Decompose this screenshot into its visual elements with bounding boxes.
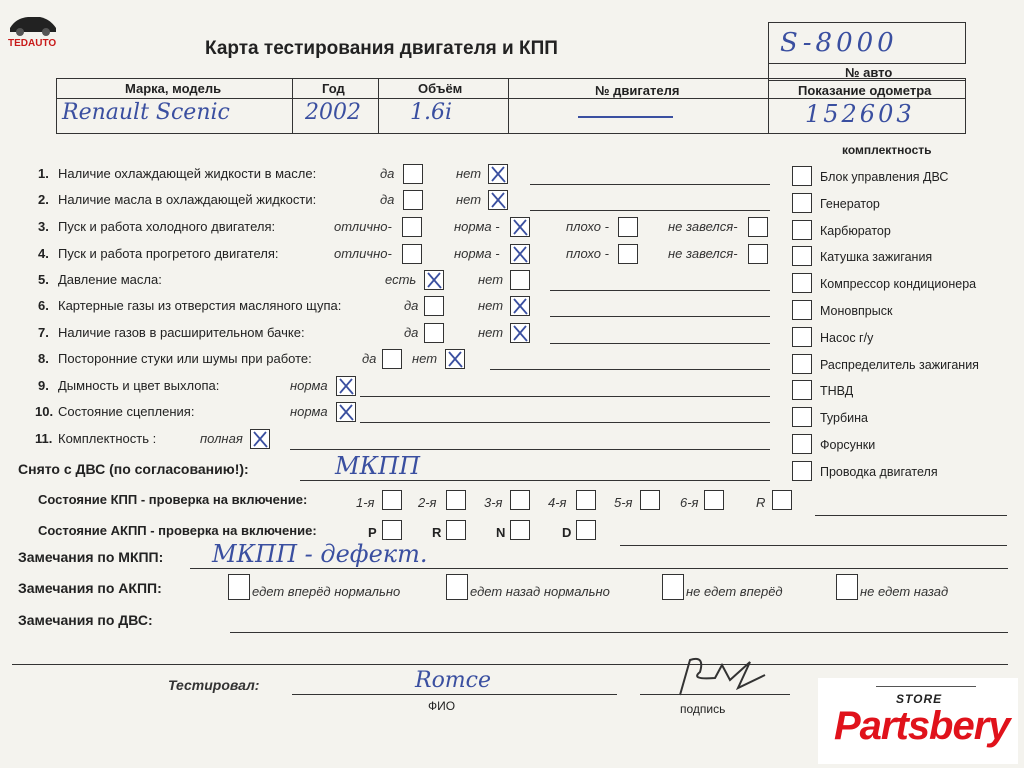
- check-line: [550, 343, 770, 344]
- header-make-model: Марка, модель: [125, 81, 222, 96]
- akpp-label: Состояние АКПП - проверка на включение:: [38, 523, 317, 538]
- check-label: Давление масла:: [58, 272, 162, 287]
- check-line: [360, 396, 770, 397]
- check-mark-icon: [250, 429, 270, 449]
- kpp-gear-box[interactable]: [704, 490, 724, 510]
- check-mark-icon: [510, 244, 530, 264]
- check-option-box[interactable]: [618, 244, 638, 264]
- check-number: 10.: [35, 404, 54, 419]
- kpp-gear-box[interactable]: [640, 490, 660, 510]
- check-option-box[interactable]: [424, 296, 444, 316]
- kit-item-box[interactable]: [792, 327, 812, 347]
- kit-item-box[interactable]: [792, 246, 812, 266]
- kit-item-box[interactable]: [792, 220, 812, 240]
- akpp-gear-label: N: [496, 525, 506, 540]
- odometer-value: 152603: [805, 100, 915, 128]
- check-option-box[interactable]: [382, 349, 402, 369]
- kit-item-label: Проводка двигателя: [820, 464, 938, 479]
- akpp-gear-label: D: [562, 525, 572, 540]
- tedauto-logo: [6, 8, 60, 58]
- removed-label: Снято с ДВС (по согласованию!):: [18, 461, 249, 477]
- header-odometer: Показание одометра: [798, 83, 932, 98]
- mkpp-remarks-value: МКПП - дефект.: [212, 540, 428, 568]
- akpp-remark-box[interactable]: [836, 574, 858, 600]
- check-label: Посторонние стуки или шумы при работе:: [58, 351, 312, 366]
- check-line: [290, 449, 770, 450]
- akpp-remark-label: едет назад нормально: [470, 584, 610, 599]
- tested-label: Тестировал:: [168, 677, 260, 693]
- kit-item-box[interactable]: [792, 354, 812, 374]
- akpp-remark-label: не едет вперёд: [686, 584, 783, 599]
- check-option-label: да: [380, 166, 395, 181]
- check-option-box[interactable]: [403, 190, 423, 210]
- akpp-remark-label: не едет назад: [860, 584, 949, 599]
- mkpp-remarks-label: Замечания по МКПП:: [18, 549, 164, 565]
- check-option-box[interactable]: [618, 217, 638, 237]
- kit-item-label: Катушка зажигания: [820, 250, 933, 265]
- volume-value: 1.6i: [410, 100, 453, 125]
- check-option-label: отлично-: [334, 246, 392, 261]
- kpp-gear-box[interactable]: [446, 490, 466, 510]
- check-mark-icon: [424, 270, 444, 290]
- tedauto-text: TEDAUTO: [8, 38, 57, 49]
- kpp-gear-box[interactable]: [510, 490, 530, 510]
- kit-item-label: Насос г/у: [820, 330, 874, 345]
- check-number: 7.: [38, 325, 49, 340]
- signature-icon: [660, 650, 780, 705]
- check-line: [490, 369, 770, 370]
- kpp-gear-box[interactable]: [772, 490, 792, 510]
- akpp-gear-box[interactable]: [446, 520, 466, 540]
- kpp-gear-box[interactable]: [576, 490, 596, 510]
- check-mark-icon: [510, 296, 530, 316]
- akpp-gear-label: P: [368, 525, 377, 540]
- check-option-label: полная: [200, 431, 243, 446]
- fio-label: ФИО: [428, 699, 456, 713]
- check-option-label: есть: [385, 272, 417, 287]
- header-year: Год: [322, 81, 345, 96]
- kit-item-box[interactable]: [792, 273, 812, 293]
- header-engine-no: № двигателя: [595, 83, 680, 98]
- kit-item-label: Форсунки: [820, 438, 876, 452]
- make-model-value: Renault Scenic: [62, 100, 230, 125]
- check-number: 3.: [38, 219, 49, 234]
- removed-value: МКПП: [335, 452, 421, 480]
- check-label: Комплектность :: [58, 431, 157, 446]
- check-label: Пуск и работа холодного двигателя:: [58, 219, 276, 234]
- check-option-box[interactable]: [748, 217, 768, 237]
- check-number: 4.: [38, 246, 49, 261]
- akpp-remark-box[interactable]: [662, 574, 684, 600]
- page-title: Карта тестирования двигателя и КПП: [205, 38, 558, 59]
- signature-label: подпись: [680, 702, 726, 716]
- check-option-label: норма: [290, 404, 328, 419]
- kpp-gear-label: 3-я: [484, 495, 503, 510]
- tester-name: Romce: [415, 668, 492, 693]
- check-label: Наличие газов в расширительном бачке:: [58, 325, 305, 340]
- year-value: 2002: [305, 100, 361, 125]
- check-option-label: нет: [478, 325, 504, 340]
- check-line: [360, 422, 770, 423]
- check-option-box[interactable]: [510, 270, 530, 290]
- check-number: 9.: [38, 378, 49, 393]
- kit-item-label: Распределитель зажигания: [820, 357, 979, 372]
- header-volume: Объём: [418, 81, 463, 96]
- check-line: [530, 210, 770, 211]
- kit-item-label: Турбина: [820, 411, 868, 426]
- check-option-label: отлично-: [334, 219, 392, 234]
- check-option-label: не завелся-: [668, 246, 738, 261]
- check-option-label: нет: [412, 351, 438, 366]
- partsbery-logo: [818, 678, 1018, 764]
- kpp-gear-box[interactable]: [382, 490, 402, 510]
- kpp-gear-label: 4-я: [548, 495, 567, 510]
- check-mark-icon: [445, 349, 465, 369]
- akpp-remarks-label: Замечания по АКПП:: [18, 580, 162, 596]
- check-option-label: норма: [290, 378, 328, 393]
- kit-item-label: Моновпрыск: [820, 304, 893, 318]
- check-label: Наличие масла в охлаждающей жидкости:: [58, 192, 317, 207]
- check-number: 11.: [35, 431, 53, 446]
- car-logo-icon: [6, 8, 60, 38]
- check-label: Пуск и работа прогретого двигателя:: [58, 246, 279, 261]
- check-option-box[interactable]: [403, 164, 423, 184]
- kit-item-box[interactable]: [792, 166, 812, 186]
- check-option-label: да: [404, 298, 419, 313]
- check-option-label: да: [404, 325, 419, 340]
- akpp-remark-label: едет вперёд нормально: [252, 584, 401, 599]
- kit-item-box[interactable]: [792, 193, 812, 213]
- check-option-label: нет: [478, 298, 504, 313]
- check-mark-icon: [488, 164, 508, 184]
- kpp-gear-label: R: [756, 495, 766, 510]
- engine-no-dash: [578, 116, 673, 118]
- check-option-box[interactable]: [402, 244, 422, 264]
- akpp-gear-box[interactable]: [510, 520, 530, 540]
- check-option-label: да: [362, 351, 377, 366]
- check-line: [550, 316, 770, 317]
- kit-item-label: Карбюратор: [820, 223, 891, 238]
- kpp-gear-label: 5-я: [614, 495, 633, 510]
- check-option-label: плохо -: [566, 246, 609, 261]
- check-number: 6.: [38, 298, 49, 313]
- check-mark-icon: [336, 402, 356, 422]
- kpp-gear-label: 1-я: [356, 495, 375, 510]
- check-label: Картерные газы из отверстия масляного щупа:: [58, 298, 342, 313]
- akpp-gear-label: R: [432, 525, 442, 540]
- check-line: [530, 184, 770, 185]
- kit-title: комплектность: [842, 143, 932, 157]
- check-option-label: норма -: [454, 246, 500, 261]
- kit-item-box[interactable]: [792, 461, 812, 481]
- kit-item-box[interactable]: [792, 434, 812, 454]
- check-mark-icon: [510, 323, 530, 343]
- check-option-label: нет: [456, 192, 482, 207]
- auto-number-value: S-8000: [780, 28, 898, 58]
- kit-item-label: Компрессор кондиционера: [820, 277, 977, 292]
- brand-name-text: Partsbery: [834, 704, 1010, 748]
- check-option-box[interactable]: [748, 244, 768, 264]
- check-mark-icon: [336, 376, 356, 396]
- check-mark-icon: [488, 190, 508, 210]
- check-line: [550, 290, 770, 291]
- check-number: 8.: [38, 351, 49, 366]
- check-option-label: да: [380, 192, 395, 207]
- check-option-box[interactable]: [424, 323, 444, 343]
- dvs-remarks-label: Замечания по ДВС:: [18, 612, 153, 628]
- check-number: 1.: [38, 166, 49, 181]
- check-option-label: нет: [478, 272, 504, 287]
- kit-item-box[interactable]: [792, 407, 812, 427]
- kit-item-box[interactable]: [792, 380, 812, 400]
- check-option-label: нет: [456, 166, 482, 181]
- kit-item-box[interactable]: [792, 300, 812, 320]
- kpp-label: Состояние КПП - проверка на включение:: [38, 492, 308, 507]
- check-option-box[interactable]: [402, 217, 422, 237]
- kpp-gear-label: 2-я: [418, 495, 437, 510]
- kit-item-label: Генератор: [820, 196, 880, 211]
- kit-item-label: ТНВД: [820, 384, 854, 399]
- check-option-label: не завелся-: [668, 219, 738, 234]
- check-option-label: норма -: [454, 219, 500, 234]
- check-label: Дымность и цвет выхлопа:: [58, 378, 220, 393]
- kpp-gear-label: 6-я: [680, 495, 699, 510]
- akpp-gear-box[interactable]: [576, 520, 596, 540]
- check-label: Состояние сцепления:: [58, 404, 195, 419]
- akpp-remark-box[interactable]: [446, 574, 468, 600]
- brand-store-text: STORE: [896, 692, 943, 706]
- check-number: 2.: [38, 192, 49, 207]
- check-option-label: плохо -: [566, 219, 609, 234]
- akpp-gear-box[interactable]: [382, 520, 402, 540]
- header-auto-no: № авто: [845, 65, 893, 80]
- check-label: Наличие охлаждающей жидкости в масле:: [58, 166, 317, 181]
- check-number: 5.: [38, 272, 49, 287]
- kit-item-label: Блок управления ДВС: [820, 170, 949, 184]
- akpp-remark-box[interactable]: [228, 574, 250, 600]
- check-mark-icon: [510, 217, 530, 237]
